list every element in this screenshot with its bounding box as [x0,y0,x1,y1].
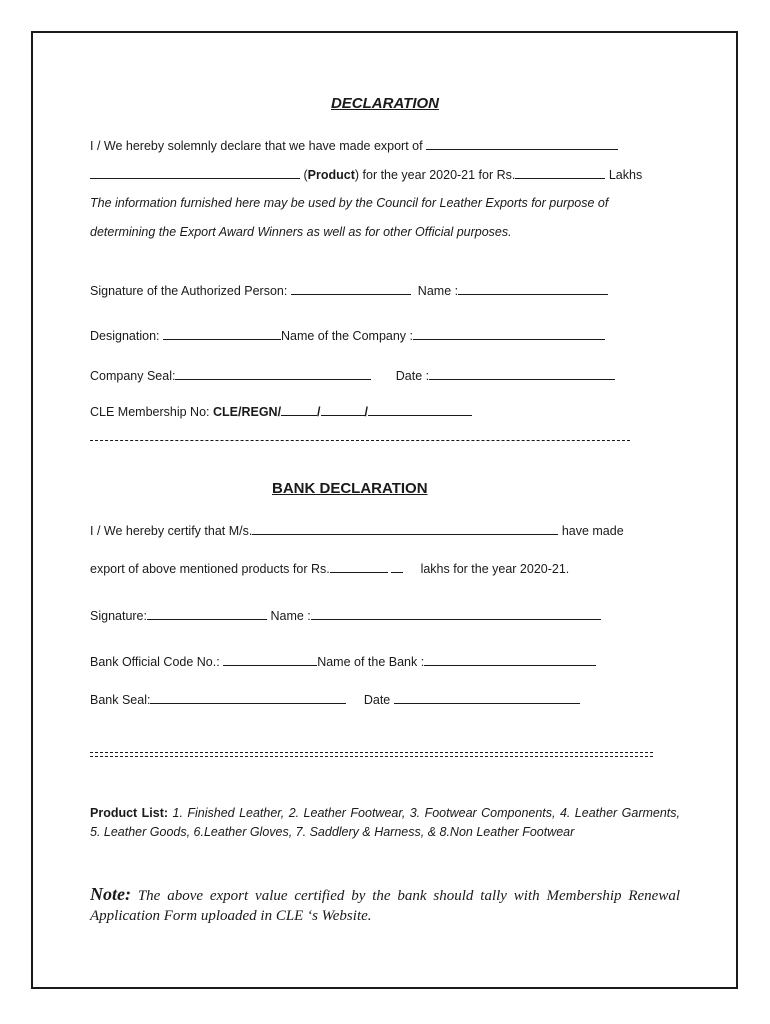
signature-row [90,282,608,299]
have-made-text: have made [561,524,624,538]
declaration-intro-text: I / We hereby solemnly declare that we have made export of [90,139,423,153]
bank-code-field[interactable] [223,653,317,666]
designation-row [90,327,605,344]
name-field[interactable] [458,282,608,295]
note-label: Note: [90,884,131,904]
bank-signature-field[interactable] [147,607,267,620]
authorized-signature-label: Signature of the Authorized Person: [90,284,288,298]
company-seal-label: Company Seal: [90,369,176,383]
membership-label: CLE Membership No: [90,405,210,419]
bank-code-row [90,653,596,670]
designation-label: Designation: [90,329,160,343]
bank-signature-label: Signature: [90,609,147,623]
authorized-signature-field[interactable] [291,282,411,295]
note-text: The above export value certified by the bank should tally with Membership Renewal Application Form uploaded in CLE ‘s Website. [90,888,680,924]
membership-part-3[interactable] [368,403,472,416]
product-list-label: Product List: [90,806,169,820]
company-seal-field[interactable] [175,367,371,380]
amount-blank[interactable] [515,166,605,179]
declaration-title-text: DECLARATION [330,95,440,112]
bank-seal-field[interactable] [150,691,346,704]
name-label: Name : [417,284,459,298]
bank-name-field[interactable] [424,653,596,666]
company-name-field[interactable] [413,327,605,340]
company-name-label: Name of the Company : [280,329,413,343]
bank-export-row [90,560,569,577]
export-of-blank[interactable] [426,137,618,150]
note [90,884,680,926]
export-amount-text: export of above mentioned products for Rs. [90,562,330,576]
bank-date-label: Date [363,693,391,707]
bank-seal-row [90,691,580,708]
double-divider [90,752,653,757]
declaration-line-1 [90,137,618,154]
bank-seal-label: Bank Seal: [90,693,151,707]
company-ms-field[interactable] [252,522,558,535]
bank-date-field[interactable] [394,691,580,704]
bank-amount-field[interactable] [330,560,388,573]
membership-part-1[interactable] [281,403,317,416]
info-line-2: determining the Export Award Winners as well as for other Official purposes. [90,225,512,239]
bank-person-name-label: Name : [270,609,311,623]
year-amount-text: for the year 2020-21 for Rs. [362,168,516,182]
bank-certify-row [90,522,624,539]
designation-field[interactable] [163,327,281,340]
membership-prefix: CLE/REGN/ [212,405,282,419]
product-list [90,804,680,842]
bank-name-label: Name of the Bank : [317,655,425,669]
membership-row: CLE Membership No: CLE/REGN/ / / [90,403,472,420]
lakhs-label: Lakhs [608,168,643,182]
membership-part-2[interactable] [321,403,365,416]
product-blank[interactable] [90,166,300,179]
declaration-title [0,95,770,112]
section-divider [90,440,630,441]
bank-declaration-title: BANK DECLARATION [272,480,428,497]
date-field[interactable] [429,367,615,380]
product-label: Product [307,168,355,182]
date-label: Date : [395,369,430,383]
bank-signature-row [90,607,601,624]
lakhs-year-text: lakhs for the year 2020-21. [420,562,570,576]
declaration-line-2: (Product) for the year 2020-21 for Rs. Lakhs [90,166,642,183]
company-seal-row [90,367,615,384]
bank-amount-field-2[interactable] [391,560,403,573]
bank-person-name-field[interactable] [311,607,601,620]
product-list-text: 1. Finished Leather, 2. Leather Footwear, 3. Footwear Components, 4. Leather Garments, 5. Leather Goods, 6.Leather Gloves, 7. Saddlery & Harness, & 8.Non Leather Footwear [90,806,680,839]
info-line-1: The information furnished here may be used by the Council for Leather Exports for purpose of [90,196,609,210]
certify-text: I / We hereby certify that M/s. [90,524,253,538]
bank-code-label: Bank Official Code No.: [90,655,220,669]
